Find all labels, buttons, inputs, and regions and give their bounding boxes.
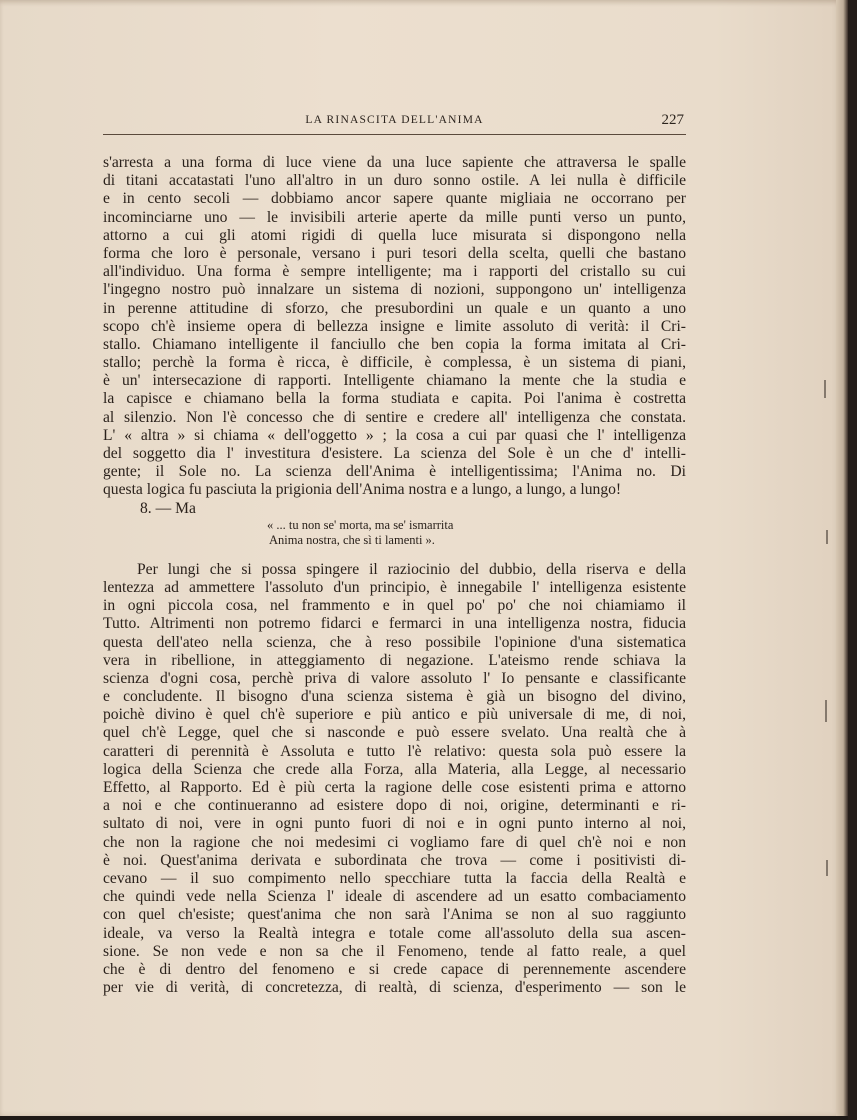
text-line: in perenne attitudine di sforzo, che presubordini un quale e un quanto a uno	[103, 299, 686, 317]
text-line: s'arresta a una forma di luce viene da una luce sapiente che attraversa le spalle	[103, 154, 686, 171]
section-marker: 8. — Ma	[140, 499, 196, 517]
text-line: scienza d'ogni cosa, perchè priva di valore assoluto l' Io pensante e classificante	[103, 669, 686, 687]
page-edge	[836, 0, 848, 1116]
text-line: attorno a cui gli atomi rigidi di quella luce misurata si dispongono nella	[103, 226, 686, 244]
epigraph-quote	[103, 518, 686, 548]
paragraph-1	[103, 154, 686, 500]
text-line: L' « altra » si chiama « dell'oggetto » ; la cosa a cui par quasi che l' intelligenza	[103, 426, 686, 444]
text-line: vera in ribellione, in atteggiamento di negazione. L'ateismo rende schiava la	[103, 651, 686, 669]
gutter-mark	[824, 380, 826, 398]
text-line: è un' intersecazione di rapporti. Intelligente chiamano la mente che la studia e	[103, 372, 686, 390]
text-line: caratteri di perennità è Assoluta e tutto l'è relativo: questa sola può essere la	[103, 742, 686, 760]
text-line: questa logica fu pasciuta la prigionia dell'Anima nostra e a lungo, a lungo, a lungo!	[103, 481, 622, 499]
quote-line: « ... tu non se' morta, ma se' ismarrita	[267, 517, 454, 532]
text-line: a noi e che continueranno ad esistere dopo di noi, origine, determinanti e ri-	[103, 797, 686, 815]
text-line: in ogni piccola cosa, nel frammento e in quel po' po' che noi chiamiamo il	[103, 597, 686, 615]
text-line: la capisce e chiamano bella la forma studiata e capita. Poi l'anima è costretta	[103, 390, 686, 408]
text-line: sione. Se non vede e non sa che il Fenomeno, tende al fatto reale, a quel	[103, 942, 686, 960]
text-line: lentezza ad ammettere l'assoluto d'un principio, è innegabile l' intelligenza esistente	[103, 578, 686, 596]
text-line: è noi. Quest'anima derivata e subordinata che trova — come i positivisti di-	[103, 851, 686, 869]
paragraph-2	[103, 561, 686, 998]
text-line: all'individuo. Una forma è sempre intelligente; ma i rapporti del cristallo su cui	[103, 263, 686, 281]
text-line: di titani accatastati l'uno all'altro in un duro sonno ostile. A lei nulla è difficile	[103, 172, 686, 190]
scan-border	[848, 0, 857, 1120]
text-line: per vie di verità, di concretezza, di realtà, di scienza, d'esperimento — son le	[103, 979, 686, 997]
gutter-mark	[825, 700, 827, 722]
text-line: sultato di noi, vere in ogni punto fuori di noi e in ogni punto interno al noi,	[103, 815, 686, 833]
text-line: che è di dentro del fenomeno e si crede capace di perennemente ascendere	[103, 960, 686, 978]
text-line: scopo ch'è insieme opera di bellezza insigne e limite assoluto di verità: il Cri-	[103, 317, 686, 335]
body-text	[103, 154, 686, 997]
text-line: Per lungi che si possa spingere il raziocinio del dubbio, della riserva e della	[137, 560, 686, 578]
gutter-mark	[826, 860, 828, 876]
text-line: cevano — il suo compimento nello specchiare tutta la faccia della Realtà e	[103, 869, 686, 887]
text-line: che non la ragione che noi medesimi ci vogliamo fare di quel ch'è noi e non	[103, 833, 686, 851]
text-line: forma che loro è personale, versano i puri tesori della scelta, quelli che bastano	[103, 244, 686, 262]
text-line: Effetto, al Rapporto. Ed è più certa la ragione delle cose esistenti prima e attorno	[103, 779, 686, 796]
text-line: quel ch'è Legge, quel che si nasconde e può essere svelato. Una realtà che à	[103, 724, 686, 742]
gutter-mark	[826, 530, 828, 544]
text-line: Tutto. Altrimenti non potremo fidarci e fermarci in una intelligenza nostra, fiducia	[103, 615, 686, 633]
running-title: LA RINASCITA DELL'ANIMA	[305, 114, 484, 126]
text-line: poichè divino è quel ch'è superiore e più antico e più universale di me, di noi,	[103, 706, 686, 724]
text-line: stallo; perchè la forma è ricca, è difficile, è complessa, è un sistema di piani,	[103, 354, 686, 372]
text-line: che quindi vede nella Scienza l' ideale di ascendere ad un esatto combaciamento	[103, 888, 686, 906]
text-line: questa dell'ateo nella scienza, che à reso possibile l'opinione d'una sistematica	[103, 633, 686, 651]
quote-line: Anima nostra, che sì ti lamenti ».	[269, 532, 435, 547]
page-number: 227	[661, 112, 684, 128]
text-line: del soggetto dia l' investitura d'esistere. La scienza del Sole è un che d' intelli-	[103, 445, 686, 462]
text-line: con quel ch'esiste; quest'anima che non sarà l'Anima se non al suo raggiunto	[103, 906, 686, 924]
text-line: incominciarne uno — le invisibili arterie aperte da mille punti verso un punto,	[103, 208, 686, 226]
text-line: al silenzio. Non l'è concesso che di sentire e credere all' intelligenza che constata.	[103, 408, 686, 426]
text-line: e concludente. Il bisogno d'una scienza sistema è già un bisogno del divino,	[103, 688, 686, 706]
text-line: gente; il Sole no. La scienza dell'Anima è intelligentissima; l'Anima no. Di	[103, 463, 686, 481]
text-line: logica della Scienza che crede alla Forza, alla Materia, alla Legge, al necessario	[103, 760, 686, 778]
text-line: e in cento secoli — dobbiamo ancor sapere quante migliaia ne occorrano per	[103, 190, 686, 208]
text-line: l'ingegno nostro può innalzare un sistema di nozioni, suppongono un' intelligenza	[103, 281, 686, 299]
text-line: ideale, va verso la Realtà integra e totale come all'assoluto della sua ascen-	[103, 924, 686, 942]
text-line: stallo. Chiamano intelligente il fanciullo che ben copia la forma imitata al Cri-	[103, 335, 686, 353]
running-head	[103, 112, 686, 135]
paragraph-gap	[103, 548, 686, 561]
